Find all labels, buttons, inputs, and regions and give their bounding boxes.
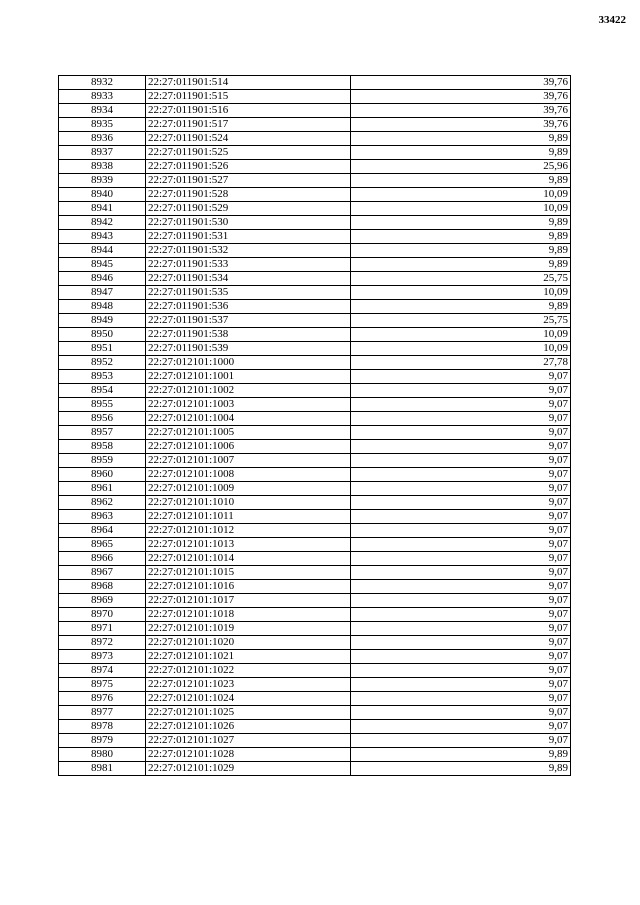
- cadastral-number: 22:27:012101:1012: [146, 524, 351, 538]
- row-number: 8981: [59, 762, 146, 776]
- area-value: 9,07: [351, 370, 571, 384]
- row-number: 8969: [59, 594, 146, 608]
- table-row: [59, 664, 571, 678]
- cadastral-number: 22:27:012101:1014: [146, 552, 351, 566]
- row-number: 8978: [59, 720, 146, 734]
- area-value: 9,89: [351, 132, 571, 146]
- cadastral-number: 22:27:012101:1005: [146, 426, 351, 440]
- table-row: [59, 356, 571, 370]
- area-value: 9,89: [351, 258, 571, 272]
- cadastral-number: 22:27:012101:1011: [146, 510, 351, 524]
- area-value: 9,07: [351, 468, 571, 482]
- cadastral-number: 22:27:011901:515: [146, 90, 351, 104]
- table-row: [59, 622, 571, 636]
- table-row: [59, 468, 571, 482]
- cadastral-number: 22:27:011901:535: [146, 286, 351, 300]
- table-row: [59, 594, 571, 608]
- cadastral-number: 22:27:011901:534: [146, 272, 351, 286]
- cadastral-number: 22:27:011901:514: [146, 76, 351, 90]
- area-value: 9,07: [351, 636, 571, 650]
- area-value: 9,07: [351, 510, 571, 524]
- cadastral-number: 22:27:012101:1008: [146, 468, 351, 482]
- area-value: 9,07: [351, 440, 571, 454]
- table-row: [59, 510, 571, 524]
- table-row: [59, 412, 571, 426]
- row-number: 8960: [59, 468, 146, 482]
- row-number: 8968: [59, 580, 146, 594]
- cadastral-number: 22:27:012101:1007: [146, 454, 351, 468]
- row-number: 8934: [59, 104, 146, 118]
- table-row: [59, 580, 571, 594]
- row-number: 8956: [59, 412, 146, 426]
- row-number: 8972: [59, 636, 146, 650]
- table-row: [59, 342, 571, 356]
- area-value: 9,07: [351, 734, 571, 748]
- cadastral-number: 22:27:012101:1022: [146, 664, 351, 678]
- table-row: [59, 524, 571, 538]
- area-value: 39,76: [351, 76, 571, 90]
- cadastral-number: 22:27:012101:1010: [146, 496, 351, 510]
- cadastral-number: 22:27:011901:516: [146, 104, 351, 118]
- table-row: [59, 482, 571, 496]
- area-value: 9,07: [351, 720, 571, 734]
- cadastral-number: 22:27:012101:1004: [146, 412, 351, 426]
- area-value: 9,07: [351, 622, 571, 636]
- cadastral-number: 22:27:011901:527: [146, 174, 351, 188]
- cadastral-number: 22:27:011901:536: [146, 300, 351, 314]
- area-value: 9,07: [351, 608, 571, 622]
- area-value: 9,07: [351, 538, 571, 552]
- table-row: [59, 104, 571, 118]
- row-number: 8948: [59, 300, 146, 314]
- cadastral-number: 22:27:012101:1019: [146, 622, 351, 636]
- row-number: 8977: [59, 706, 146, 720]
- table-row: [59, 762, 571, 776]
- table-row: [59, 286, 571, 300]
- area-value: 9,07: [351, 706, 571, 720]
- area-value: 9,07: [351, 398, 571, 412]
- row-number: 8955: [59, 398, 146, 412]
- table-row: [59, 146, 571, 160]
- table-row: [59, 216, 571, 230]
- cadastral-number: 22:27:012101:1017: [146, 594, 351, 608]
- area-value: 9,07: [351, 650, 571, 664]
- row-number: 8971: [59, 622, 146, 636]
- table-row: [59, 692, 571, 706]
- area-value: 25,96: [351, 160, 571, 174]
- area-value: 9,07: [351, 384, 571, 398]
- table-row: [59, 650, 571, 664]
- area-value: 9,89: [351, 300, 571, 314]
- table-row: [59, 608, 571, 622]
- cadastral-number: 22:27:011901:537: [146, 314, 351, 328]
- cadastral-number: 22:27:011901:529: [146, 202, 351, 216]
- cadastral-number: 22:27:011901:530: [146, 216, 351, 230]
- table-row: [59, 202, 571, 216]
- row-number: 8950: [59, 328, 146, 342]
- cadastral-number: 22:27:012101:1006: [146, 440, 351, 454]
- cadastral-number: 22:27:012101:1024: [146, 692, 351, 706]
- cadastral-number: 22:27:012101:1027: [146, 734, 351, 748]
- area-value: 9,07: [351, 664, 571, 678]
- row-number: 8954: [59, 384, 146, 398]
- row-number: 8965: [59, 538, 146, 552]
- row-number: 8975: [59, 678, 146, 692]
- page-number: 33422: [598, 14, 626, 26]
- area-value: 10,09: [351, 342, 571, 356]
- cadastral-number: 22:27:012101:1009: [146, 482, 351, 496]
- row-number: 8961: [59, 482, 146, 496]
- table-row: [59, 384, 571, 398]
- table-row: [59, 538, 571, 552]
- area-value: 9,89: [351, 230, 571, 244]
- cadastral-number: 22:27:012101:1026: [146, 720, 351, 734]
- table-row: [59, 244, 571, 258]
- table-row: [59, 258, 571, 272]
- table-row: [59, 678, 571, 692]
- row-number: 8974: [59, 664, 146, 678]
- area-value: 9,07: [351, 692, 571, 706]
- area-value: 9,07: [351, 454, 571, 468]
- row-number: 8980: [59, 748, 146, 762]
- row-number: 8957: [59, 426, 146, 440]
- table-row: [59, 314, 571, 328]
- row-number: 8944: [59, 244, 146, 258]
- cadastral-number: 22:27:011901:532: [146, 244, 351, 258]
- row-number: 8970: [59, 608, 146, 622]
- area-value: 10,09: [351, 202, 571, 216]
- cadastral-number: 22:27:012101:1016: [146, 580, 351, 594]
- table-row: [59, 76, 571, 90]
- table-row: [59, 552, 571, 566]
- row-number: 8937: [59, 146, 146, 160]
- table-row: [59, 272, 571, 286]
- cadastral-number: 22:27:012101:1013: [146, 538, 351, 552]
- area-value: 39,76: [351, 104, 571, 118]
- table-row: [59, 90, 571, 104]
- row-number: 8953: [59, 370, 146, 384]
- area-value: 9,89: [351, 244, 571, 258]
- cadastral-number: 22:27:012101:1002: [146, 384, 351, 398]
- cadastral-number: 22:27:012101:1023: [146, 678, 351, 692]
- row-number: 8945: [59, 258, 146, 272]
- row-number: 8958: [59, 440, 146, 454]
- area-value: 9,89: [351, 216, 571, 230]
- area-value: 9,07: [351, 482, 571, 496]
- cadastral-number: 22:27:011901:539: [146, 342, 351, 356]
- area-value: 9,07: [351, 594, 571, 608]
- row-number: 8941: [59, 202, 146, 216]
- area-value: 9,07: [351, 426, 571, 440]
- row-number: 8938: [59, 160, 146, 174]
- row-number: 8959: [59, 454, 146, 468]
- area-value: 9,07: [351, 678, 571, 692]
- cadastral-number: 22:27:012101:1025: [146, 706, 351, 720]
- table-row: [59, 566, 571, 580]
- row-number: 8932: [59, 76, 146, 90]
- table-row: [59, 230, 571, 244]
- row-number: 8942: [59, 216, 146, 230]
- area-value: 25,75: [351, 272, 571, 286]
- cadastral-number: 22:27:012101:1015: [146, 566, 351, 580]
- row-number: 8951: [59, 342, 146, 356]
- row-number: 8947: [59, 286, 146, 300]
- area-value: 39,76: [351, 90, 571, 104]
- cadastral-number: 22:27:011901:538: [146, 328, 351, 342]
- area-value: 9,07: [351, 566, 571, 580]
- row-number: 8943: [59, 230, 146, 244]
- row-number: 8962: [59, 496, 146, 510]
- table-row: [59, 174, 571, 188]
- table-row: [59, 118, 571, 132]
- area-value: 9,07: [351, 580, 571, 594]
- row-number: 8963: [59, 510, 146, 524]
- row-number: 8939: [59, 174, 146, 188]
- row-number: 8946: [59, 272, 146, 286]
- cadastral-number: 22:27:011901:526: [146, 160, 351, 174]
- table-row: [59, 496, 571, 510]
- row-number: 8936: [59, 132, 146, 146]
- table-row: [59, 440, 571, 454]
- row-number: 8952: [59, 356, 146, 370]
- area-value: 39,76: [351, 118, 571, 132]
- area-value: 9,07: [351, 524, 571, 538]
- area-value: 9,07: [351, 552, 571, 566]
- cadastre-table: [58, 75, 571, 776]
- row-number: 8940: [59, 188, 146, 202]
- area-value: 9,89: [351, 146, 571, 160]
- row-number: 8967: [59, 566, 146, 580]
- table-row: [59, 426, 571, 440]
- cadastral-number: 22:27:012101:1018: [146, 608, 351, 622]
- area-value: 9,07: [351, 412, 571, 426]
- row-number: 8979: [59, 734, 146, 748]
- cadastral-number: 22:27:011901:525: [146, 146, 351, 160]
- row-number: 8973: [59, 650, 146, 664]
- cadastral-number: 22:27:011901:531: [146, 230, 351, 244]
- area-value: 9,89: [351, 174, 571, 188]
- table-row: [59, 706, 571, 720]
- area-value: 9,89: [351, 748, 571, 762]
- table-row: [59, 720, 571, 734]
- cadastral-number: 22:27:012101:1029: [146, 762, 351, 776]
- table-row: [59, 454, 571, 468]
- row-number: 8976: [59, 692, 146, 706]
- table-row: [59, 328, 571, 342]
- table-row: [59, 132, 571, 146]
- row-number: 8964: [59, 524, 146, 538]
- table-row: [59, 188, 571, 202]
- area-value: 9,89: [351, 762, 571, 776]
- cadastral-number: 22:27:011901:528: [146, 188, 351, 202]
- table-row: [59, 370, 571, 384]
- cadastral-number: 22:27:012101:1020: [146, 636, 351, 650]
- row-number: 8949: [59, 314, 146, 328]
- row-number: 8933: [59, 90, 146, 104]
- row-number: 8966: [59, 552, 146, 566]
- table-row: [59, 398, 571, 412]
- cadastral-number: 22:27:012101:1021: [146, 650, 351, 664]
- area-value: 10,09: [351, 188, 571, 202]
- table-row: [59, 300, 571, 314]
- row-number: 8935: [59, 118, 146, 132]
- table-row: [59, 748, 571, 762]
- table-row: [59, 734, 571, 748]
- area-value: 10,09: [351, 286, 571, 300]
- cadastral-number: 22:27:012101:1028: [146, 748, 351, 762]
- cadastral-number: 22:27:012101:1001: [146, 370, 351, 384]
- area-value: 10,09: [351, 328, 571, 342]
- area-value: 27,78: [351, 356, 571, 370]
- cadastral-number: 22:27:011901:524: [146, 132, 351, 146]
- cadastral-number: 22:27:011901:533: [146, 258, 351, 272]
- area-value: 25,75: [351, 314, 571, 328]
- area-value: 9,07: [351, 496, 571, 510]
- table-body: [59, 76, 571, 776]
- cadastral-number: 22:27:011901:517: [146, 118, 351, 132]
- table-row: [59, 636, 571, 650]
- cadastral-number: 22:27:012101:1003: [146, 398, 351, 412]
- table-row: [59, 160, 571, 174]
- cadastral-number: 22:27:012101:1000: [146, 356, 351, 370]
